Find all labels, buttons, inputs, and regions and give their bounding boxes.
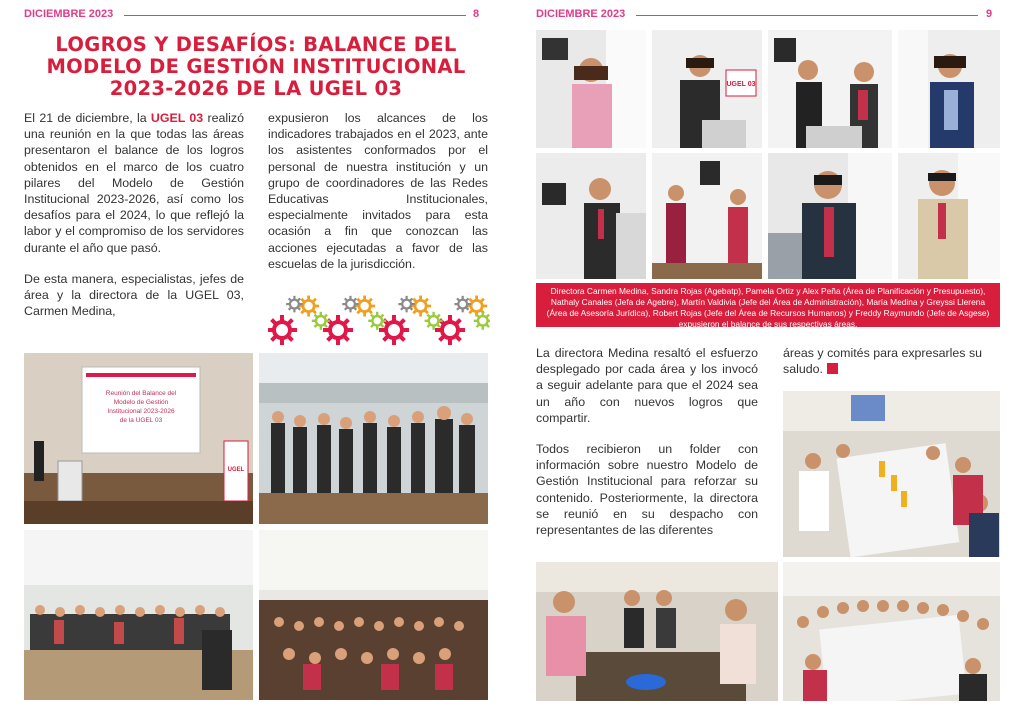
photo-meeting-table — [783, 391, 1000, 557]
article-title — [18, 34, 494, 100]
title-line-1: LOGROS Y DESAFÍOS: BALANCE DEL — [55, 33, 457, 56]
title-line-3: 2023-2026 DE LA UGEL 03 — [109, 77, 403, 100]
body-column-3 — [536, 345, 758, 553]
paragraph-1-rest: realizó una reunión en la que todas las áreas presentaron el balance de los logros obtenidos en el marco de los cuatro pilares del Modelo de Gestión Institucional 2023-2026, así como los desafíos para el 2024, lo que reflejó la labor y el compromiso de los servidores durante el año que pasó. — [24, 111, 245, 255]
paragraph-5: Todos recibieron un folder con información sobre nuestro Modelo de Gestión Institucional para reforzar su contenido. Posteriormente, la directora se reunió en su despacho con representantes de las diferentes — [536, 442, 758, 538]
header-rule-2 — [636, 15, 978, 16]
paragraph-2: De esta manera, especialistas, jefes de área y la directora de la UGEL 03, Carmen Medina, — [24, 271, 244, 319]
body-column-1 — [24, 110, 244, 334]
header-month-2: DICIEMBRE 2023 — [536, 8, 626, 20]
svg-text:Institucional 2023-2026: Institucional 2023-2026 — [107, 408, 175, 415]
paragraph-4: La directora Medina resaltó el esfuerzo desplegado por cada área y los invocó a seguir adelante para que el 2024 sea un año con nuevos logros que compartir. — [536, 346, 758, 425]
page-number: 8 — [473, 8, 480, 20]
end-mark-icon — [827, 363, 838, 374]
svg-text:de la UGEL 03: de la UGEL 03 — [119, 417, 163, 424]
photo-speaker-3 — [898, 30, 1000, 148]
photo-speaker-6 — [768, 153, 892, 279]
header-month: DICIEMBRE 2023 — [24, 8, 114, 20]
svg-text:UGEL 03: UGEL 03 — [726, 81, 756, 88]
body-column-4 — [783, 345, 1000, 392]
body-column-2 — [268, 110, 488, 287]
photo-speaker-5 — [652, 153, 762, 279]
photo-caption: Directora Carmen Medina, Sandra Rojas (Agebatp), Pamela Ortiz y Alex Peña (Área de Planificación y Presupuesto), Nathaly Canales (Jefa de Agebre), Martín Valdivia (Jefe del Área de Administración), María Medina y Greyssi Llerena (Área de Asesoría Jurídica), Robert Rojas (Jefe del Área de Recursos Humanos) y Freddy Raymundo (Jefe de Asgese) expusieron el balance de sus respectivas áreas. — [536, 283, 1000, 327]
photo-office-group — [536, 562, 778, 701]
paragraph-3: expusieron los alcances de los indicadores trabajados en el 2023, ante los asistentes conformados por el personal de nuestra institución y un grupo de coordinadores de las Redes Educativas Institucionales, especialmente invitados para esta ocasión a fin que conozcan las acciones ejecutadas a favor de las escuelas de la jurisdicción. — [268, 111, 488, 271]
photo-speaker-2 — [652, 30, 762, 148]
page-number-2: 9 — [986, 8, 993, 20]
photo-auditorium-slide — [24, 353, 253, 524]
photo-speaker-1 — [536, 30, 646, 148]
photo-large-meeting — [783, 562, 1000, 701]
header-rule — [124, 15, 466, 16]
paragraph-6 — [783, 345, 1000, 377]
paragraph-1-start: El 21 de diciembre, la — [24, 111, 151, 125]
svg-text:Modelo de Gestión: Modelo de Gestión — [113, 399, 169, 406]
photo-speaker-7 — [898, 153, 1000, 279]
title-line-2: MODELO DE GESTIÓN INSTITUCIONAL — [46, 55, 466, 78]
svg-text:UGEL: UGEL — [227, 467, 245, 473]
ugel-highlight: UGEL 03 — [150, 111, 204, 125]
photo-seated-audience-1 — [24, 530, 253, 700]
photo-speakers-pair — [768, 30, 892, 148]
photo-speaker-4 — [536, 153, 646, 279]
slide-text: Reunión del Balance del — [105, 390, 177, 397]
gears-icon — [268, 292, 490, 348]
paragraph-1 — [24, 110, 244, 256]
closing-text: áreas y comités para expresarles su saludo. — [783, 346, 983, 377]
photo-standing-audience — [259, 353, 488, 524]
photo-seated-audience-2 — [259, 530, 488, 700]
